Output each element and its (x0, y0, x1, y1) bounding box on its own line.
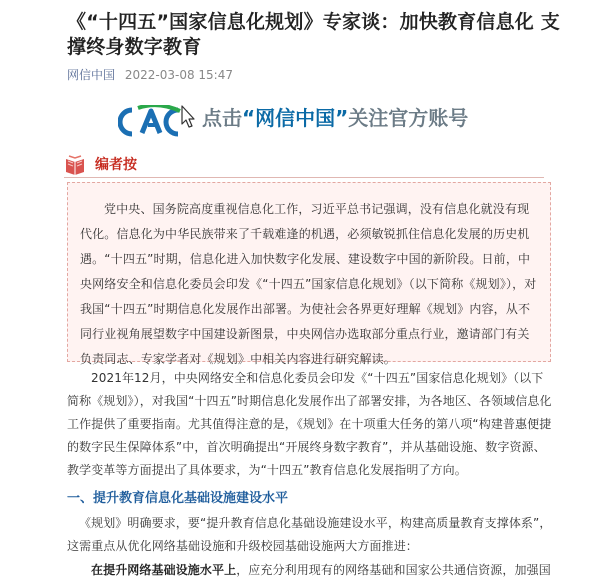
article-title: 《“十四五”国家信息化规划》专家谈：加快教育信息化 支撑终身数字教育 (67, 11, 560, 58)
editor-note-tag (64, 155, 174, 177)
article-meta (67, 66, 233, 83)
follow-banner[interactable] (110, 99, 530, 145)
banner-prefix: 点击 (202, 106, 242, 130)
paragraph-3-bold-lead: 在提升网络基础设施水平上 (91, 563, 237, 577)
follow-banner-text (202, 105, 468, 131)
source-account-link[interactable]: 网信中国 (67, 68, 116, 82)
banner-account-name: “网信中国” (242, 106, 349, 130)
editor-note-box (67, 182, 551, 366)
banner-suffix: 关注官方账号 (348, 106, 469, 130)
paragraph-3-text: ，应充分利用现有的网络基础和国家公共通信资源，加强国 (236, 563, 551, 577)
editor-note-divider (64, 177, 544, 178)
editor-note-label: 编者按 (95, 157, 137, 173)
publish-timestamp: 2022-03-08 15:47 (124, 68, 233, 82)
body-paragraph-3 (91, 559, 553, 582)
cursor-pointer-icon (180, 105, 196, 129)
book-icon (64, 155, 86, 175)
body-paragraph-2: 《规划》明确要求，要“提升教育信息化基础设施建设水平，构建高质量教育支撑体系”，这需重点从优化网络基础设施和升级校园基础设施两大方面推进： (67, 516, 552, 553)
editor-note-text: 党中央、国务院高度重视信息化工作，习近平总书记强调，没有信息化就没有现代化。信息化为中华民族带来了千载难逢的机遇，必须敏锐抓住信息化发展的历史机遇。“十四五”时期，信息化进入加快数字化发展、建设数字中国的新阶段。日前，中央网络安全和信息化委员会印发《“十四五”国家信息化规划》（以下简称《规划》），对我国“十四五”时期信息化发展作出部署。为使社会各界更好理解《规划》内容，从不同行业视角展望数字中国建设新图景，中央网信办选取部分重点行业，邀请部门有关负责同志、专家学者对《规划》中相关内容进行研究解读。 (80, 202, 537, 366)
section-heading-1: 一、提升教育信息化基础设施建设水平 (67, 491, 289, 506)
body-paragraph-1: 2021年12月，中央网络安全和信息化委员会印发《“十四五”国家信息化规划》（以下简称《规划》），对我国“十四五”时期信息化发展作出了部署安排，为各地区、各领域信息化工作提供了重要指南。尤其值得注意的是，《规划》在十项重大任务的第八项“构建普惠便捷的数字民生保障体系”中，首次明确提出“开展终身数字教育”，并从基础设施、数字资源、教学变革等方面提出了具体要求，为“十四五”教育信息化发展指明了方向。 (67, 371, 552, 477)
